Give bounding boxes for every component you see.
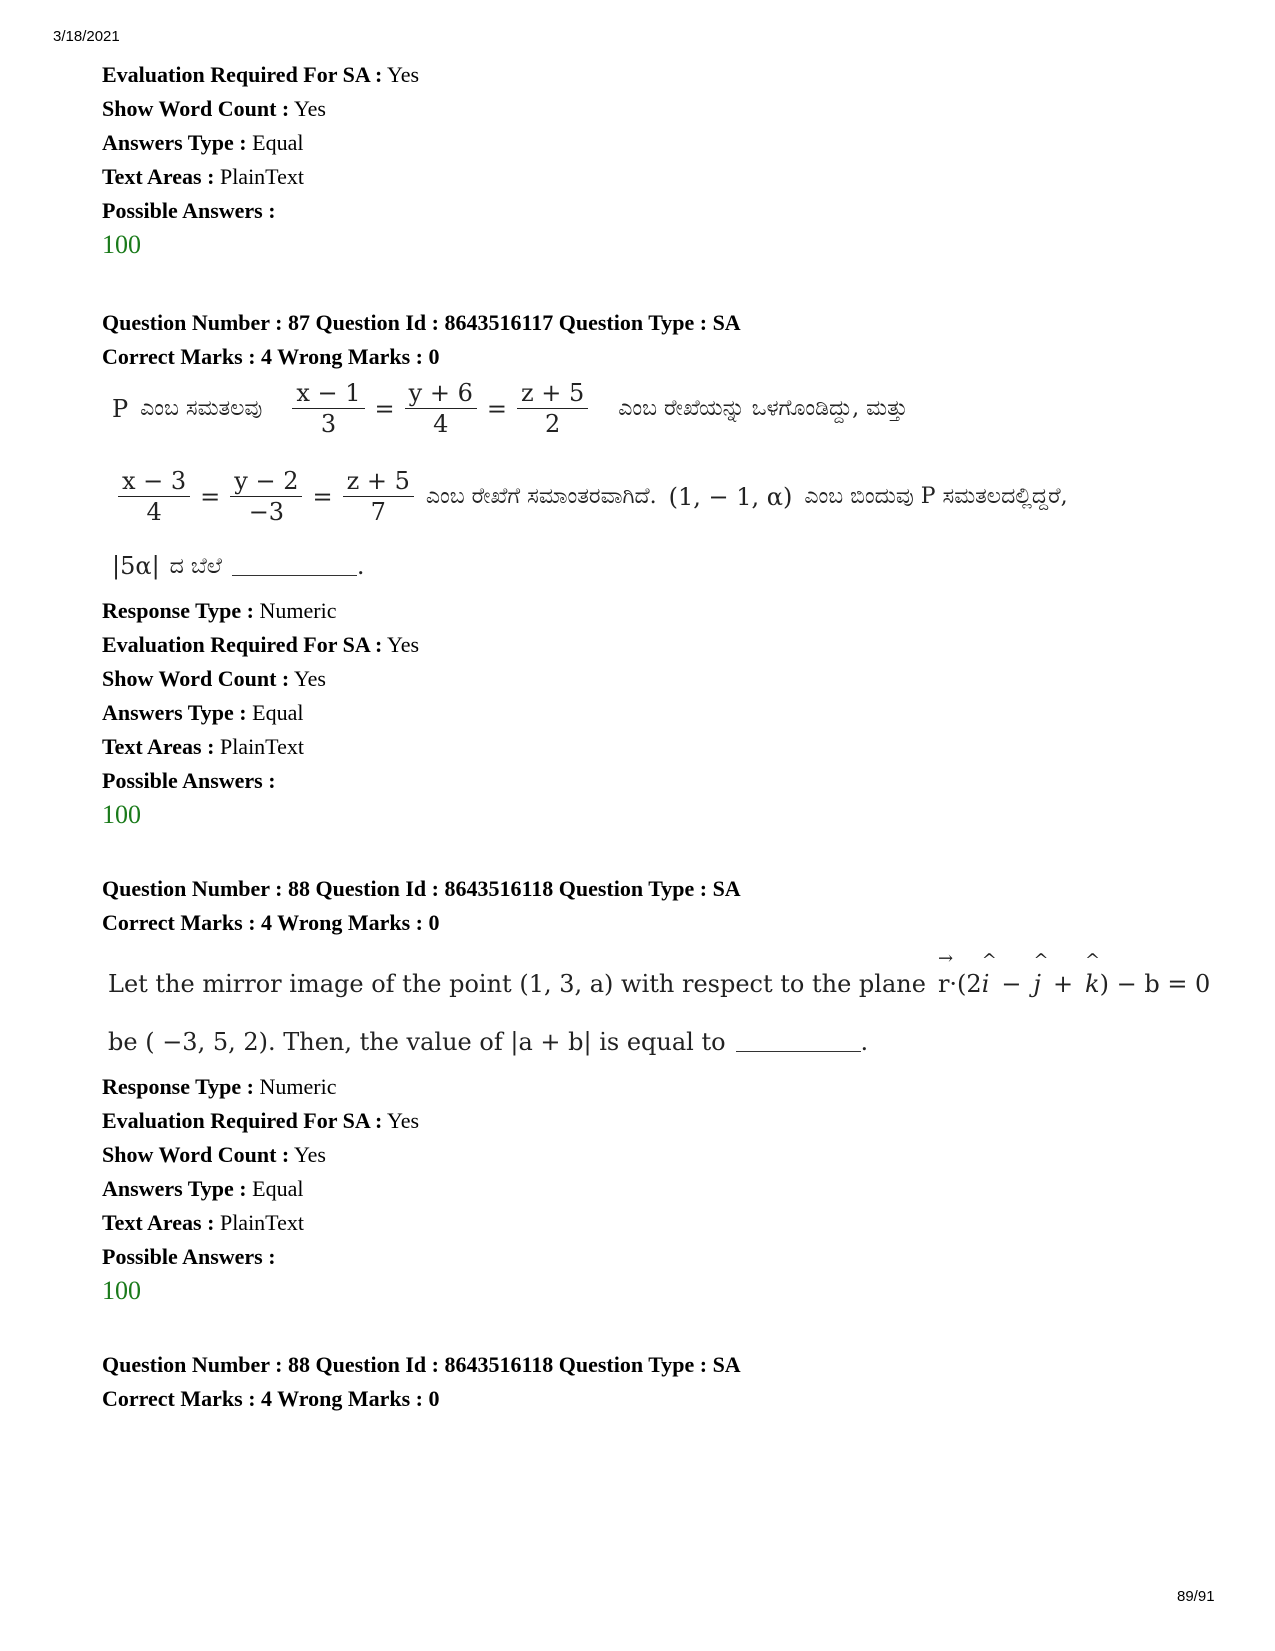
answers-type-row: Answers Type : Equal [102,700,304,725]
fraction-4: $\frac{x - 3}{4}$ [118,466,190,527]
abs-five-alpha: |5α| [112,552,160,580]
answers-type-row: Answers Type : Equal [102,130,304,155]
kannada-text-3: ಎಂಬ ರೇಖೆಗೆ ಸಮಾಂತರವಾಗಿದೆ. [425,484,657,509]
possible-answers-row: Possible Answers : [102,198,276,223]
question-88-header-repeat: Question Number : 88 Question Id : 8643516118 Question Type : SA [102,1352,741,1377]
eval-required-row: Evaluation Required For SA : Yes [102,62,420,87]
vector-r: → r [937,948,954,998]
possible-answers-row: Possible Answers : [102,1244,276,1269]
response-type-row: Response Type : Numeric [102,598,337,623]
text-areas-row: Text Areas : PlainText [102,1210,304,1235]
unit-vector-j: ^ j [1033,950,1049,998]
print-date: 3/18/2021 [53,28,120,45]
question-87-marks: Correct Marks : 4 Wrong Marks : 0 [102,344,440,369]
possible-answer-value: 100 [102,1276,141,1305]
word-count-row: Show Word Count : Yes [102,666,326,691]
question-88-line-1: Let the mirror image of the point (1, 3, a) with respect to the plane [108,970,926,998]
word-count-row: Show Word Count : Yes [102,1142,326,1167]
unit-vector-i: ^ i [981,950,997,998]
plane-label: P [112,394,129,423]
answer-blank [232,557,357,576]
kannada-text-2: ಎಂಬ ರೇಖೆಯನ್ನು ಒಳಗೊಂಡಿದ್ದು, ಮತ್ತು [618,396,908,421]
eval-required-row: Evaluation Required For SA : Yes [102,632,420,657]
response-type-row: Response Type : Numeric [102,1074,337,1099]
kannada-text-1: ಎಂಬ ಸಮತಲವು [140,396,263,421]
question-87-header: Question Number : 87 Question Id : 8643516117 Question Type : SA [102,310,741,335]
fraction-6: $\frac{z + 5}{7}$ [343,466,414,527]
possible-answer-value: 100 [102,800,141,829]
fraction-2: $\frac{y + 6}{4}$ [405,378,477,439]
answer-blank [736,1033,861,1052]
fraction-1: $\frac{x - 1}{3}$ [292,378,364,439]
question-88-body: Let the mirror image of the point (1, 3, a) with respect to the plane → r ·(2 ^ i − ^ j + ^ k ) − b = 0 be ( −3, 5, 2). Then, the value of |a + b| is equal to . [108,948,1211,1056]
page-content [102,58,1211,1416]
unit-vector-k: ^ k [1085,950,1101,998]
question-88-line-2: be ( −3, 5, 2). Then, the value of |a + b| is equal to [108,1028,726,1056]
kannada-text-5: ದ ಬೆಲೆ [169,553,222,579]
answers-type-row: Answers Type : Equal [102,1176,304,1201]
point-coordinates: (1, − 1, α) [668,482,793,511]
page-number: 89/91 [1177,1588,1215,1605]
possible-answers-row: Possible Answers : [102,768,276,793]
text-areas-row: Text Areas : PlainText [102,164,304,189]
question-88-marks-repeat: Correct Marks : 4 Wrong Marks : 0 [102,1386,440,1411]
fraction-3: $\frac{z + 5}{2}$ [517,378,588,439]
text-areas-row: Text Areas : PlainText [102,734,304,759]
eval-required-row: Evaluation Required For SA : Yes [102,1108,420,1133]
question-88-marks: Correct Marks : 4 Wrong Marks : 0 [102,910,440,935]
possible-answer-value: 100 [102,230,141,259]
kannada-text-4: ಎಂಬ ಬಿಂದುವು P ಸಮತಲದಲ್ಲಿದ್ದರೆ, [804,484,1068,509]
question-88-header: Question Number : 88 Question Id : 8643516118 Question Type : SA [102,876,741,901]
question-87-body: P ಎಂಬ ಸಮತಲವು $\frac{x - 1}{3}$ = $\frac{y + 6}{4}$ = $\frac{z + 5}{2}$ ಎಂಬ ರೇಖೆಯನ್ನು ಒಳಗೊಂಡಿದ್ದು, ಮತ್ತು $\frac{x - 3}{4}$ = $\frac{y - 2}{-3}$ = $\frac{z + 5}{7}$ ಎಂಬ ರೇಖೆಗೆ ಸಮಾಂತರವಾಗಿದೆ. (1, − 1, α) ಎಂಬ ಬಿಂದುವು P ಸಮತಲದಲ್ಲಿದ್ದರೆ, |5α| ದ ಬೆಲೆ . [112,379,1068,580]
fraction-5: $\frac{y - 2}{-3}$ [230,466,302,527]
word-count-row: Show Word Count : Yes [102,96,326,121]
